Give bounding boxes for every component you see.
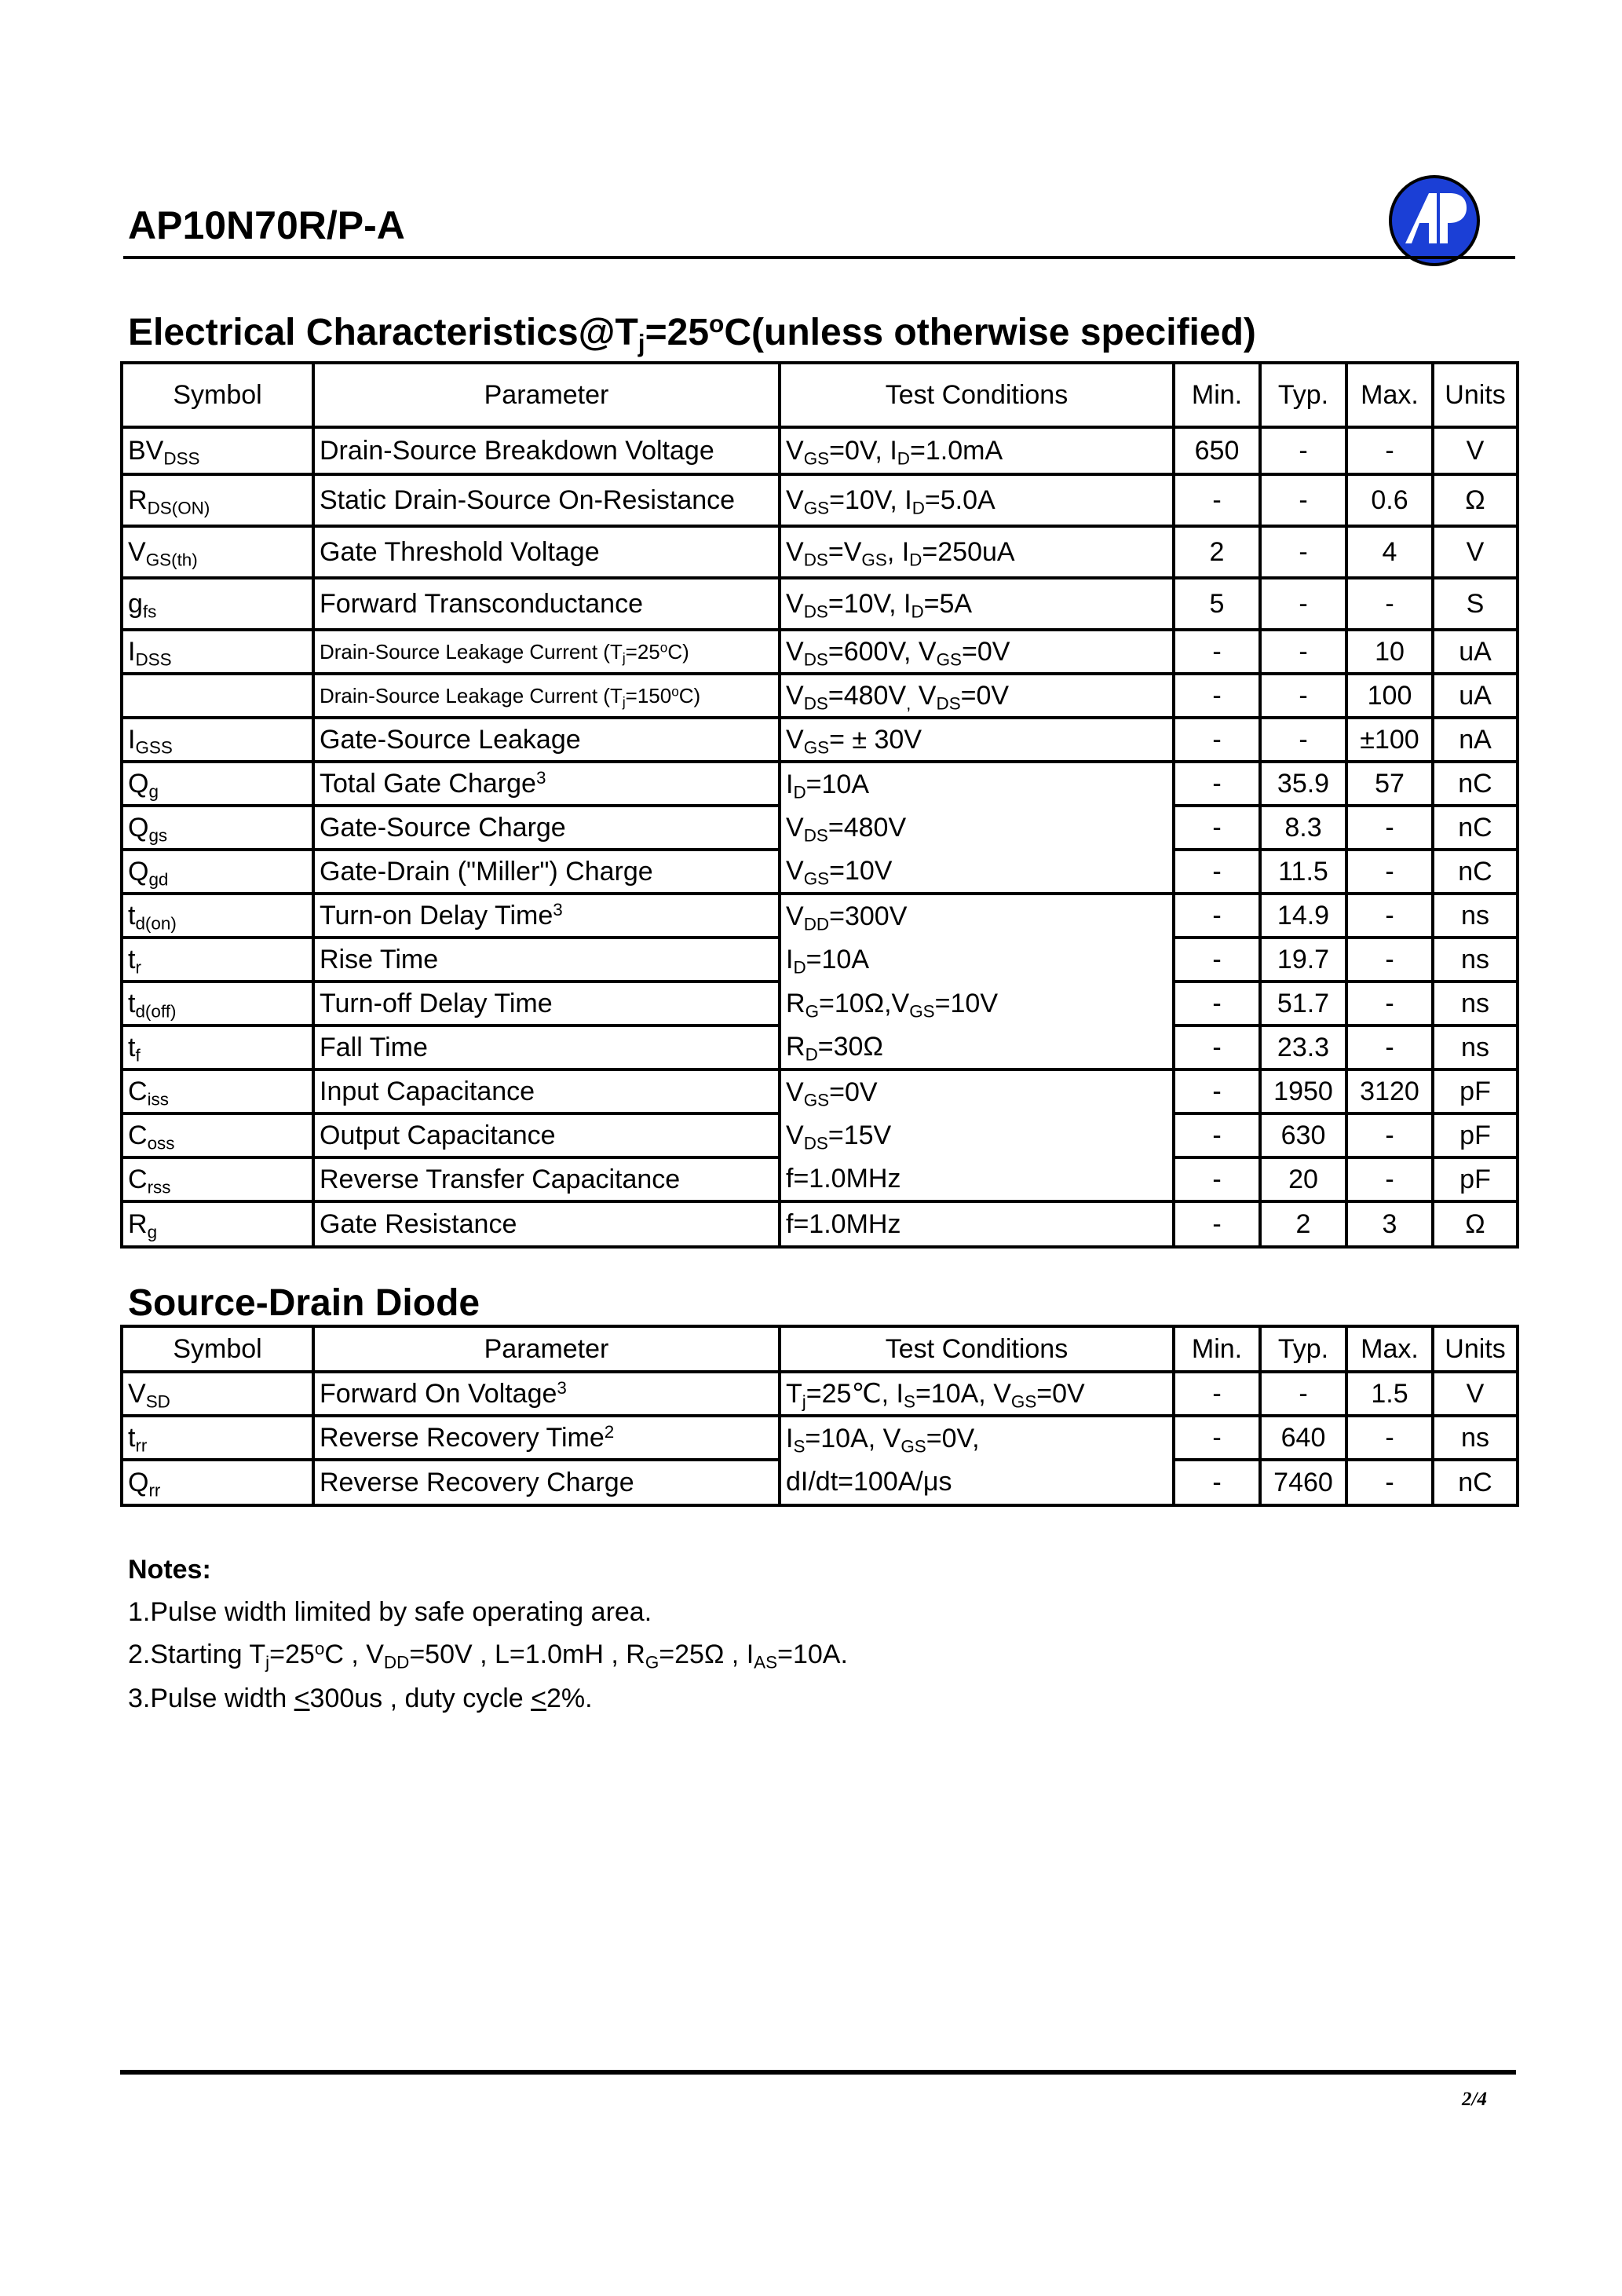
max-cell: -	[1346, 1460, 1433, 1505]
symbol-cell: $t_r$	[122, 938, 313, 982]
min-cell: -	[1174, 1026, 1260, 1069]
diode-section-title: Source-Drain Diode	[128, 1282, 480, 1324]
header-max: Max.	[1346, 363, 1433, 427]
min-cell: -	[1174, 1201, 1260, 1247]
table-row	[122, 1416, 1518, 1460]
min-cell: -	[1174, 850, 1260, 894]
part-number-title: AP10N70R/P-A	[128, 203, 405, 247]
min-cell: 5	[1174, 578, 1260, 630]
electrical-section-title: Electrical $Characteristics@T_j=25^oC(unless$ otherwise specified)	[128, 309, 1256, 357]
max-cell: 0.6	[1346, 474, 1433, 526]
parameter-cell: Turn-on Delay Time$^3$	[313, 894, 780, 938]
units-cell: uA	[1433, 630, 1518, 674]
header-parameter: Parameter	[313, 1326, 780, 1372]
conditions-cell: $V_{DS}=V_{GS}$, $I_D=250uA$	[780, 526, 1174, 578]
min-cell: -	[1174, 1113, 1260, 1157]
typ-cell: 7460	[1260, 1460, 1346, 1505]
table-row	[122, 1113, 1518, 1157]
typ-cell: -	[1260, 1372, 1346, 1416]
min-cell: 2	[1174, 526, 1260, 578]
parameter-cell: Drain-Source Leakage Current $(T_j=25^oC)$	[313, 630, 780, 674]
conditions-cell: $V_{DS}=10V$, $I_D=5A$	[780, 578, 1174, 630]
conditions-cell: $R_D=30\Omega$	[780, 1026, 1174, 1069]
max-cell: -	[1346, 982, 1433, 1026]
note-1: 1.Pulse width limited by safe operating area.	[128, 1597, 652, 1627]
units-cell: ns	[1433, 982, 1518, 1026]
conditions-cell: $V_{DS}=15V$	[780, 1113, 1174, 1157]
table-row	[122, 762, 1518, 806]
max-cell: -	[1346, 806, 1433, 850]
min-cell: -	[1174, 1069, 1260, 1113]
header-test-conditions: Test Conditions	[780, 363, 1174, 427]
typ-cell: 1950	[1260, 1069, 1346, 1113]
header-symbol: Symbol	[122, 363, 313, 427]
units-cell: Ω	[1433, 474, 1518, 526]
symbol-cell: $t_{d(off)}$	[122, 982, 313, 1026]
table-row	[122, 1460, 1518, 1505]
min-cell: -	[1174, 630, 1260, 674]
table-row	[122, 938, 1518, 982]
min-cell: -	[1174, 1416, 1260, 1460]
typ-cell: -	[1260, 526, 1346, 578]
min-cell: -	[1174, 938, 1260, 982]
typ-cell: 11.5	[1260, 850, 1346, 894]
header-units: Units	[1433, 363, 1518, 427]
units-cell: S	[1433, 578, 1518, 630]
table-row	[122, 850, 1518, 894]
units-cell: ns	[1433, 894, 1518, 938]
units-cell: pF	[1433, 1069, 1518, 1113]
conditions-cell: dI/dt=100A/μs	[780, 1460, 1174, 1505]
min-cell: -	[1174, 674, 1260, 718]
typ-cell: 2	[1260, 1201, 1346, 1247]
max-cell: 4	[1346, 526, 1433, 578]
table-row	[122, 578, 1518, 630]
typ-cell: 23.3	[1260, 1026, 1346, 1069]
table-row	[122, 982, 1518, 1026]
typ-cell: 35.9	[1260, 762, 1346, 806]
units-cell: uA	[1433, 674, 1518, 718]
parameter-cell: Input Capacitance	[313, 1069, 780, 1113]
source-drain-diode-table	[120, 1325, 1519, 1507]
symbol-cell: $C_{rss}$	[122, 1157, 313, 1201]
symbol-cell: $C_{iss}$	[122, 1069, 313, 1113]
typ-cell: 51.7	[1260, 982, 1346, 1026]
min-cell: -	[1174, 474, 1260, 526]
conditions-cell: $I_D=10A$	[780, 762, 1174, 806]
max-cell: -	[1346, 850, 1433, 894]
typ-cell: 640	[1260, 1416, 1346, 1460]
symbol-cell: $V_{GS(th)}$	[122, 526, 313, 578]
table-row	[122, 630, 1518, 674]
units-cell: pF	[1433, 1113, 1518, 1157]
parameter-cell: Rise Time	[313, 938, 780, 982]
symbol-cell: $t_f$	[122, 1026, 313, 1069]
typ-cell: -	[1260, 474, 1346, 526]
symbol-cell: $BV_{DSS}$	[122, 427, 313, 474]
header-test-conditions: Test Conditions	[780, 1326, 1174, 1372]
table-row	[122, 1372, 1518, 1416]
note-2: 2.Starting $T_j=25^oC$ , $V_{DD}=50V$ , L=1.0mH , $R_G=25\Omega$ , $I_{AS}=10A$.	[128, 1638, 848, 1673]
typ-cell: 8.3	[1260, 806, 1346, 850]
max-cell: 100	[1346, 674, 1433, 718]
conditions-cell: $V_{GS}= \pm 30V$	[780, 718, 1174, 762]
typ-cell: -	[1260, 578, 1346, 630]
max-cell: -	[1346, 1026, 1433, 1069]
typ-cell: 14.9	[1260, 894, 1346, 938]
units-cell: ns	[1433, 938, 1518, 982]
symbol-cell: $V_{SD}$	[122, 1372, 313, 1416]
header-typ: Typ.	[1260, 1326, 1346, 1372]
table-row	[122, 1069, 1518, 1113]
table-row	[122, 806, 1518, 850]
symbol-cell: $g_{fs}$	[122, 578, 313, 630]
symbol-cell: $Q_{gs}$	[122, 806, 313, 850]
symbol-cell: $I_{DSS}$	[122, 630, 313, 674]
conditions-cell: $V_{DD}=300V$	[780, 894, 1174, 938]
parameter-cell: Forward On Voltage$^3$	[313, 1372, 780, 1416]
max-cell: -	[1346, 578, 1433, 630]
conditions-cell: $V_{GS}=0V$, $I_D=1.0mA$	[780, 427, 1174, 474]
min-cell: -	[1174, 1157, 1260, 1201]
max-cell: -	[1346, 1157, 1433, 1201]
units-cell: ns	[1433, 1416, 1518, 1460]
typ-cell: 20	[1260, 1157, 1346, 1201]
conditions-cell: $I_D=10A$	[780, 938, 1174, 982]
symbol-cell: $Q_{rr}$	[122, 1460, 313, 1505]
min-cell: -	[1174, 806, 1260, 850]
conditions-cell: f=1.0MHz	[780, 1201, 1174, 1247]
table-header-row	[122, 1326, 1518, 1372]
header-rule	[123, 256, 1515, 259]
max-cell: -	[1346, 1416, 1433, 1460]
units-cell: nC	[1433, 1460, 1518, 1505]
parameter-cell: Total Gate Charge$^3$	[313, 762, 780, 806]
conditions-cell: $V_{GS}=0V$	[780, 1069, 1174, 1113]
units-cell: V	[1433, 526, 1518, 578]
parameter-cell: Fall Time	[313, 1026, 780, 1069]
parameter-cell: Reverse Recovery Time$^2$	[313, 1416, 780, 1460]
header-symbol: Symbol	[122, 1326, 313, 1372]
conditions-cell: $V_{DS}=480V$	[780, 806, 1174, 850]
parameter-cell: Drain-Source Leakage Current $(T_j=150^oC)$	[313, 674, 780, 718]
header-min: Min.	[1174, 363, 1260, 427]
max-cell: -	[1346, 894, 1433, 938]
min-cell: -	[1174, 1372, 1260, 1416]
conditions-cell: $T_j=25℃$, $I_S=10A$, $V_{GS}=0V$	[780, 1372, 1174, 1416]
units-cell: nC	[1433, 850, 1518, 894]
table-row	[122, 474, 1518, 526]
conditions-cell: $I_S=10A$, $V_{GS}=0V$,	[780, 1416, 1174, 1460]
table-row	[122, 1157, 1518, 1201]
units-cell: nC	[1433, 806, 1518, 850]
parameter-cell: Drain-Source Breakdown Voltage	[313, 427, 780, 474]
min-cell: -	[1174, 982, 1260, 1026]
max-cell: ±100	[1346, 718, 1433, 762]
min-cell: -	[1174, 762, 1260, 806]
parameter-cell: Gate Threshold Voltage	[313, 526, 780, 578]
table-row	[122, 674, 1518, 718]
max-cell: -	[1346, 938, 1433, 982]
min-cell: -	[1174, 1460, 1260, 1505]
parameter-cell: Output Capacitance	[313, 1113, 780, 1157]
max-cell: 57	[1346, 762, 1433, 806]
table-header-row	[122, 363, 1518, 427]
parameter-cell: Gate-Source Charge	[313, 806, 780, 850]
table-row	[122, 718, 1518, 762]
units-cell: Ω	[1433, 1201, 1518, 1247]
conditions-cell: $V_{GS}=10V$, $I_D=5.0A$	[780, 474, 1174, 526]
units-cell: nC	[1433, 762, 1518, 806]
page-number: 2/4	[1462, 2089, 1487, 2110]
footer-rule	[120, 2070, 1516, 2075]
parameter-cell: Gate-Source Leakage	[313, 718, 780, 762]
parameter-cell: Turn-off Delay Time	[313, 982, 780, 1026]
table-row	[122, 1026, 1518, 1069]
min-cell: 650	[1174, 427, 1260, 474]
conditions-cell: $V_{DS}=600V$, $V_{GS}=0V$	[780, 630, 1174, 674]
header-max: Max.	[1346, 1326, 1433, 1372]
units-cell: V	[1433, 1372, 1518, 1416]
symbol-cell: $R_g$	[122, 1201, 313, 1247]
parameter-cell: Forward Transconductance	[313, 578, 780, 630]
max-cell: 3	[1346, 1201, 1433, 1247]
electrical-characteristics-table	[120, 361, 1519, 1249]
symbol-cell: $Q_g$	[122, 762, 313, 806]
conditions-cell: $V_{DS}=480V_,$ $V_{DS}=0V$	[780, 674, 1174, 718]
conditions-cell: $V_{GS}=10V$	[780, 850, 1174, 894]
units-cell: ns	[1433, 1026, 1518, 1069]
min-cell: -	[1174, 894, 1260, 938]
max-cell: -	[1346, 427, 1433, 474]
table-row	[122, 1201, 1518, 1247]
units-cell: pF	[1433, 1157, 1518, 1201]
conditions-cell: f=1.0MHz	[780, 1157, 1174, 1201]
min-cell: -	[1174, 718, 1260, 762]
parameter-cell: Gate Resistance	[313, 1201, 780, 1247]
typ-cell: -	[1260, 630, 1346, 674]
note-3: 3.Pulse width <300us , duty cycle <2%.	[128, 1684, 593, 1713]
notes-heading: Notes:	[128, 1555, 211, 1585]
symbol-cell: $Q_{gd}$	[122, 850, 313, 894]
typ-cell: -	[1260, 427, 1346, 474]
table-row	[122, 526, 1518, 578]
max-cell: 1.5	[1346, 1372, 1433, 1416]
header-typ: Typ.	[1260, 363, 1346, 427]
symbol-cell: $R_{DS(ON)}$	[122, 474, 313, 526]
parameter-cell: Reverse Transfer Capacitance	[313, 1157, 780, 1201]
conditions-cell: $R_G=10\Omega,V_{GS}=10V$	[780, 982, 1174, 1026]
symbol-cell: $C_{oss}$	[122, 1113, 313, 1157]
typ-cell: -	[1260, 718, 1346, 762]
symbol-cell	[122, 674, 313, 718]
symbol-cell: $t_{rr}$	[122, 1416, 313, 1460]
max-cell: 3120	[1346, 1069, 1433, 1113]
symbol-cell: $I_{GSS}$	[122, 718, 313, 762]
table-row	[122, 427, 1518, 474]
symbol-cell: $t_{d(on)}$	[122, 894, 313, 938]
typ-cell: 19.7	[1260, 938, 1346, 982]
header-units: Units	[1433, 1326, 1518, 1372]
header-parameter: Parameter	[313, 363, 780, 427]
parameter-cell: Static Drain-Source On-Resistance	[313, 474, 780, 526]
parameter-cell: Gate-Drain ("Miller") Charge	[313, 850, 780, 894]
units-cell: V	[1433, 427, 1518, 474]
typ-cell: -	[1260, 674, 1346, 718]
table-row	[122, 894, 1518, 938]
header-min: Min.	[1174, 1326, 1260, 1372]
units-cell: nA	[1433, 718, 1518, 762]
typ-cell: 630	[1260, 1113, 1346, 1157]
ap-company-logo-icon	[1388, 174, 1481, 267]
max-cell: 10	[1346, 630, 1433, 674]
max-cell: -	[1346, 1113, 1433, 1157]
parameter-cell: Reverse Recovery Charge	[313, 1460, 780, 1505]
